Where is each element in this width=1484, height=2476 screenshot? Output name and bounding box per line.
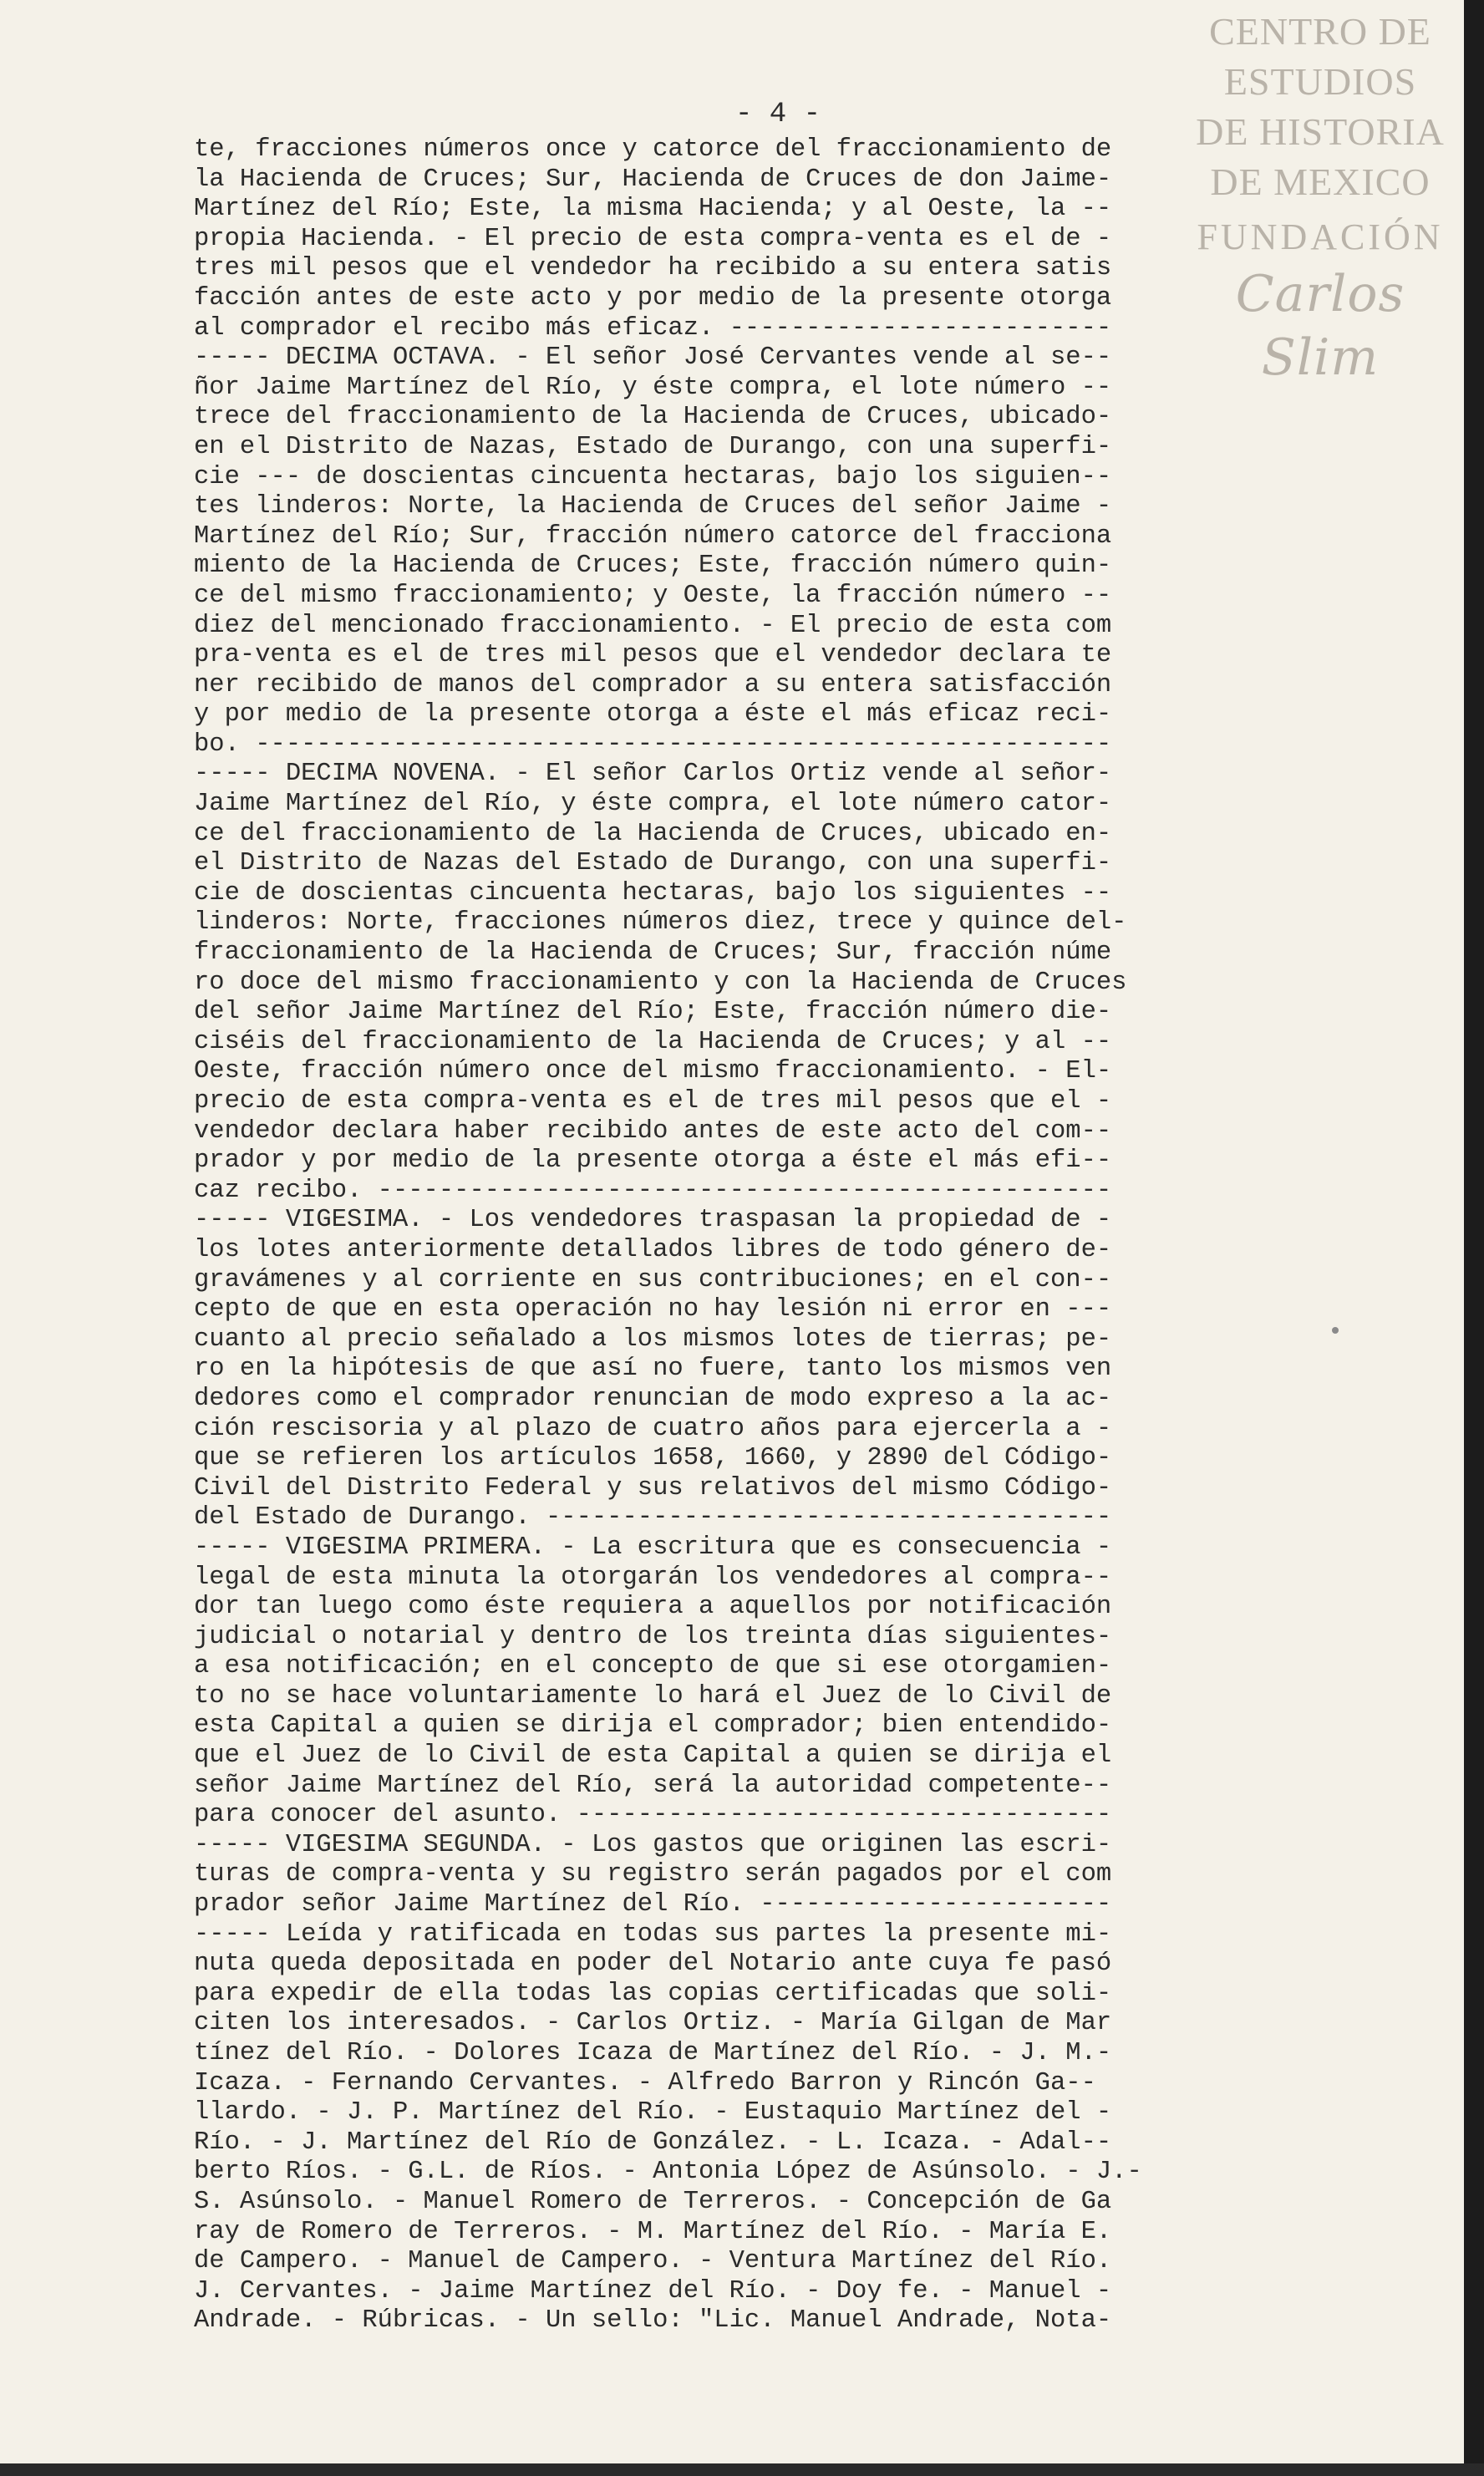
text-line: vendedor declara haber recibido antes de este acto del com-- (194, 1116, 1112, 1146)
text-line: para conocer del asunto. ----------------------------------- (194, 1801, 1112, 1830)
text-line: cie de doscientas cincuenta hectaras, bajo los siguientes -- (194, 878, 1112, 908)
text-line: J. Cervantes. - Jaime Martínez del Río. - Doy fe. - Manuel - (194, 2276, 1112, 2306)
text-line: legal de esta minuta la otorgarán los vendedores al compra-- (194, 1563, 1112, 1592)
text-line: turas de compra-venta y su registro serán pagados por el com (194, 1860, 1112, 1889)
text-line: ray de Romero de Terreros. - M. Martínez del Río. - María E. (194, 2217, 1112, 2246)
text-line: ción rescisoria y al plazo de cuatro años para ejercerla a - (194, 1414, 1112, 1443)
text-line: Icaza. - Fernando Cervantes. - Alfredo Barron y Rincón Ga-- (194, 2068, 1096, 2097)
text-line: ----- VIGESIMA. - Los vendedores traspasan la propiedad de - (194, 1206, 1112, 1235)
text-line: que el Juez de lo Civil de esta Capital a quien se dirija el (194, 1741, 1112, 1771)
text-line: ner recibido de manos del comprador a su entera satisfacción (194, 670, 1112, 699)
text-line: linderos: Norte, fracciones números diez, trece y quince del- (194, 908, 1127, 938)
text-line: miento de la Hacienda de Cruces; Este, fracción número quin- (194, 552, 1112, 581)
watermark-line: DE HISTORIA (1196, 110, 1445, 153)
watermark-foundation: FUNDACIÓN (1197, 216, 1444, 257)
page-number: - 4 - (735, 99, 821, 130)
text-line: citen los interesados. - Carlos Ortiz. - María Gilgan de Mar (194, 2009, 1112, 2038)
text-line: ----- VIGESIMA PRIMERA. - La escritura que es consecuencia - (194, 1533, 1112, 1562)
text-line: fraccionamiento de la Hacienda de Cruces; Sur, fracción núme (194, 938, 1112, 968)
watermark-signature: Carlos Slim (1235, 265, 1405, 387)
text-line: tes linderos: Norte, la Hacienda de Cruces del señor Jaime - (194, 492, 1112, 521)
text-line: ñor Jaime Martínez del Río, y éste compra, el lote número -- (194, 373, 1112, 402)
text-line: dedores como el comprador renuncian de modo expreso a la ac- (194, 1384, 1112, 1413)
text-line: diez del mencionado fraccionamiento. - El precio de esta com (194, 611, 1112, 640)
text-line: señor Jaime Martínez del Río, será la autoridad competente-- (194, 1771, 1112, 1800)
watermark-line: DE MEXICO (1210, 160, 1431, 203)
text-line: ----- VIGESIMA SEGUNDA. - Los gastos que originen las escri- (194, 1830, 1112, 1859)
text-line: facción antes de este acto y por medio de la presente otorga (194, 283, 1112, 313)
text-line: que se refieren los artículos 1658, 1660, y 2890 del Código- (194, 1444, 1112, 1473)
text-line: cepto de que en esta operación no hay lesión ni error en --- (194, 1295, 1112, 1324)
text-line: cuanto al precio señalado a los mismos lotes de tierras; pe- (194, 1324, 1112, 1354)
text-line: nuta queda depositada en poder del Notario ante cuya fe pasó (194, 1950, 1112, 1979)
text-line: Civil del Distrito Federal y sus relativos del mismo Código- (194, 1473, 1112, 1502)
text-line: esta Capital a quien se dirija el comprador; bien entendido- (194, 1711, 1112, 1741)
text-line: ----- DECIMA NOVENA. - El señor Carlos Ortiz vende al señor- (194, 760, 1112, 789)
text-line: ----- DECIMA OCTAVA. - El señor José Cervantes vende al se-- (194, 343, 1112, 373)
text-line: de Campero. - Manuel de Campero. - Ventura Martínez del Río. (194, 2247, 1112, 2276)
text-line: ce del mismo fraccionamiento; y Oeste, la fracción número -- (194, 581, 1112, 610)
text-line: tres mil pesos que el vendedor ha recibido a su entera satis (194, 254, 1112, 283)
text-line: ro en la hipótesis de que así no fuere, tanto los mismos ven (194, 1355, 1112, 1384)
text-line: judicial o notarial y dentro de los treinta días siguientes- (194, 1622, 1112, 1651)
text-line: el Distrito de Nazas del Estado de Durango, con una superfi- (194, 849, 1112, 878)
typewritten-body (194, 135, 1288, 2336)
text-line: trece del fraccionamiento de la Hacienda de Cruces, ubicado- (194, 403, 1112, 432)
text-line: ce del fraccionamiento de la Hacienda de Cruces, ubicado en- (194, 819, 1112, 848)
text-line: berto Ríos. - G.L. de Ríos. - Antonia López de Asúnsolo. - J.- (194, 2158, 1142, 2187)
text-line: la Hacienda de Cruces; Sur, Hacienda de Cruces de don Jaime- (194, 165, 1112, 194)
text-line: cie --- de doscientas cincuenta hectaras, bajo los siguien-- (194, 462, 1112, 491)
text-line: en el Distrito de Nazas, Estado de Durango, con una superfi- (194, 432, 1112, 461)
text-line: prador señor Jaime Martínez del Río. ----------------------- (194, 1890, 1112, 1919)
text-line: al comprador el recibo más eficaz. ------------------------- (194, 313, 1112, 343)
text-line: Río. - J. Martínez del Río de González. - L. Icaza. - Adal-- (194, 2128, 1112, 2157)
text-line: tínez del Río. - Dolores Icaza de Martínez del Río. - J. M.- (194, 2039, 1112, 2067)
text-line: propia Hacienda. - El precio de esta compra-venta es el de - (194, 224, 1112, 253)
text-line: los lotes anteriormente detallados libres de todo género de- (194, 1235, 1112, 1264)
text-line: precio de esta compra-venta es el de tres mil pesos que el - (194, 1087, 1112, 1116)
text-line: Martínez del Río; Sur, fracción número catorce del fracciona (194, 521, 1112, 551)
text-line: Andrade. - Rúbricas. - Un sello: "Lic. Manuel Andrade, Nota- (194, 2306, 1112, 2336)
text-line: prador y por medio de la presente otorga a éste el más efi-- (194, 1146, 1112, 1176)
punch-hole (1332, 1327, 1339, 1334)
text-line: y por medio de la presente otorga a éste el más eficaz reci- (194, 700, 1112, 730)
text-line: S. Asúnsolo. - Manuel Romero de Terreros. - Concepción de Ga (194, 2187, 1112, 2216)
text-line: para expedir de ella todas las copias certificadas que soli- (194, 1979, 1112, 2008)
text-line: to no se hace voluntariamente lo hará el Juez de lo Civil de (194, 1681, 1112, 1711)
text-line: pra-venta es el de tres mil pesos que el vendedor declara te (194, 641, 1112, 670)
text-line: del señor Jaime Martínez del Río; Este, fracción número die- (194, 998, 1112, 1027)
scan-edge-right (1464, 0, 1484, 2476)
text-line: gravámenes y al corriente en sus contribuciones; en el con-- (194, 1265, 1112, 1294)
text-line: ciséis del fraccionamiento de la Hacienda de Cruces; y al -- (194, 1027, 1112, 1056)
text-line: ----- Leída y ratificada en todas sus partes la presente mi- (194, 1919, 1112, 1949)
text-line: te, fracciones números once y catorce del fraccionamiento de (194, 135, 1112, 164)
watermark-line: ESTUDIOS (1223, 60, 1417, 103)
text-line: a esa notificación; en el concepto de que si ese otorgamien- (194, 1652, 1112, 1681)
text-line: Oeste, fracción número once del mismo fraccionamiento. - El- (194, 1057, 1112, 1086)
text-line: del Estado de Durango. ------------------------------------- (194, 1503, 1112, 1533)
text-line: Jaime Martínez del Río, y éste compra, el lote número cator- (194, 790, 1112, 819)
text-line: caz recibo. ------------------------------------------------ (194, 1176, 1112, 1205)
text-line: dor tan luego como éste requiera a aquellos por notificación (194, 1593, 1112, 1622)
text-line: llardo. - J. P. Martínez del Río. - Eustaquio Martínez del - (194, 2098, 1112, 2128)
scan-edge-bottom (0, 2463, 1484, 2476)
text-line: bo. -------------------------------------------------------- (194, 730, 1112, 759)
watermark-line: CENTRO DE (1209, 10, 1431, 53)
text-line: Martínez del Río; Este, la misma Hacienda; y al Oeste, la -- (194, 195, 1112, 224)
text-line: ro doce del mismo fraccionamiento y con la Hacienda de Cruces (194, 968, 1127, 997)
